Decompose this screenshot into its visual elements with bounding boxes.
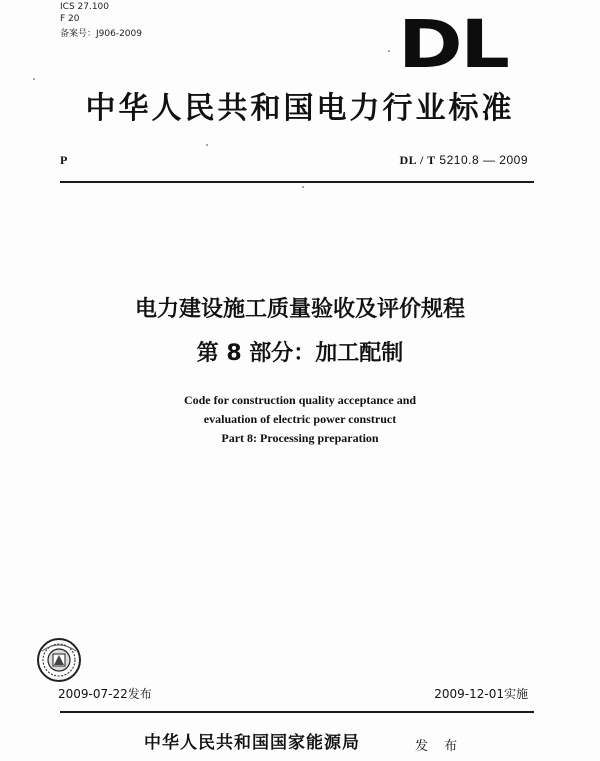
english-title-line-1: Code for construction quality acceptance and: [183, 393, 417, 407]
publish-label: 发 布: [415, 739, 464, 754]
publisher-name: 中华人民共和国国家能源局: [144, 733, 360, 753]
scan-speck: [206, 144, 208, 146]
ics-code: ICS 27.100: [60, 2, 110, 12]
implementation-date: 2009-12-01实施: [434, 687, 528, 701]
scan-speck: [388, 50, 390, 52]
standard-number-prefix: DL / T: [399, 153, 436, 167]
top-divider: [60, 181, 534, 183]
english-title-line-3: Part 8: Processing preparation: [221, 431, 379, 445]
official-seal-icon: [36, 637, 82, 683]
chinese-title-line-1: 电力建设施工质量验收及评价规程: [134, 297, 465, 322]
scan-speck: [302, 186, 304, 188]
chinese-title-line-2: 第 8 部分：加工配制: [196, 341, 404, 366]
english-title-line-2: evaluation of electric power construct: [203, 412, 397, 426]
scan-speck: [33, 78, 35, 80]
record-number: 备案号：J906-2009: [60, 29, 142, 39]
dl-logo: DL: [398, 6, 508, 83]
issue-date: 2009-07-22发布: [58, 687, 152, 701]
category-letter: P: [60, 153, 68, 167]
standard-number-value: 5210.8 — 2009: [439, 153, 528, 167]
classification-code: F 20: [60, 14, 80, 24]
standard-category-title: 中华人民共和国电力行业标准: [85, 91, 515, 126]
standard-number: [399, 153, 528, 168]
bottom-divider: [60, 711, 534, 713]
